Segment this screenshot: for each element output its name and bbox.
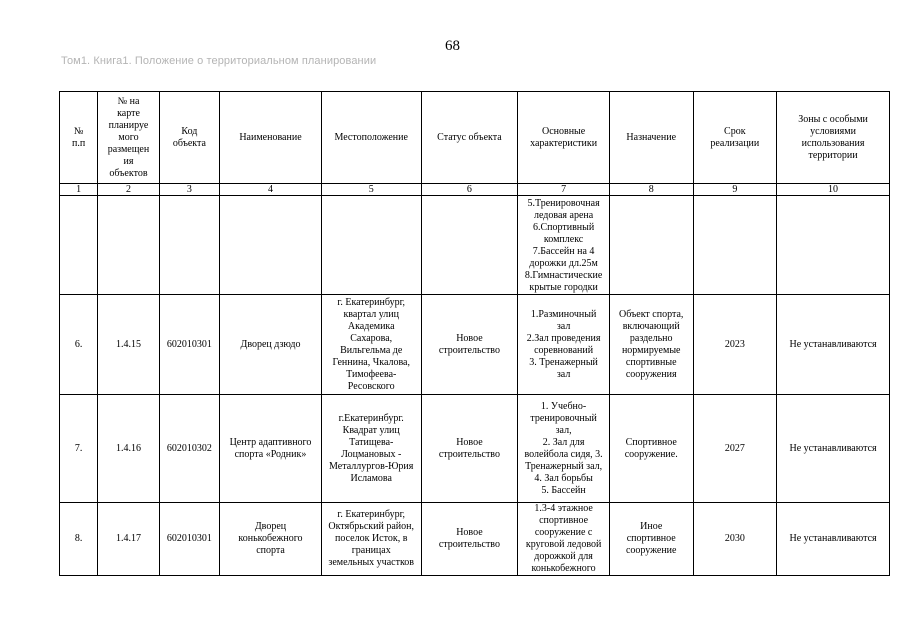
column-number: 8 xyxy=(609,184,693,196)
cell-characteristics: 1.Разминочный зал 2.Зал проведения соревнований 3. Тренажерный зал xyxy=(518,295,610,395)
cell-characteristics: 5.Тренировочная ледовая арена 6.Спортивный комплекс 7.Бассейн на 4 дорожки дл.25м 8.Гимнастические крытые городки xyxy=(518,196,610,295)
empty-cell xyxy=(321,196,421,295)
cell-number: 6. xyxy=(60,295,98,395)
cell-characteristics: 1.3-4 этажное спортивное сооружение с круговой ледовой дорожкой для конькобежного xyxy=(518,503,610,576)
cell-name: Дворец конькобежного спорта xyxy=(220,503,322,576)
cell-map-number: 1.4.16 xyxy=(98,395,159,503)
empty-cell xyxy=(421,196,518,295)
column-number: 1 xyxy=(60,184,98,196)
empty-cell xyxy=(220,196,322,295)
column-number: 2 xyxy=(98,184,159,196)
column-number: 7 xyxy=(518,184,610,196)
header-cell-location: Местоположение xyxy=(321,92,421,184)
cell-map-number: 1.4.17 xyxy=(98,503,159,576)
header-cell-term: Срок реализации xyxy=(693,92,777,184)
table-row xyxy=(60,395,890,503)
table-row-continuation xyxy=(60,196,890,295)
column-number: 9 xyxy=(693,184,777,196)
column-number-row xyxy=(60,184,890,196)
cell-characteristics: 1. Учебно- тренировочный зал, 2. Зал для волейбола сидя, 3. Тренажерный зал, 4. Зал борьбы 5. Бассейн xyxy=(518,395,610,503)
table-header-row xyxy=(60,92,890,184)
cell-location: г. Екатеринбург, Октябрьский район, поселок Исток, в границах земельных участков xyxy=(321,503,421,576)
page-number: 68 xyxy=(445,38,460,54)
header-cell-characteristics: Основные характеристики xyxy=(518,92,610,184)
header-cell-map-number: № на карте планируе мого размещен ия объектов xyxy=(98,92,159,184)
column-number: 6 xyxy=(421,184,518,196)
cell-term: 2023 xyxy=(693,295,777,395)
cell-term: 2027 xyxy=(693,395,777,503)
header-cell-zones: Зоны с особыми условиями использования территории xyxy=(777,92,890,184)
header-cell-status: Статус объекта xyxy=(421,92,518,184)
cell-status: Новое строительство xyxy=(421,395,518,503)
cell-purpose: Спортивное сооружение. xyxy=(609,395,693,503)
cell-status: Новое строительство xyxy=(421,503,518,576)
planning-objects-table xyxy=(59,91,890,576)
cell-zones: Не устанавливаются xyxy=(777,503,890,576)
column-number: 5 xyxy=(321,184,421,196)
table-row xyxy=(60,295,890,395)
cell-location: г. Екатеринбург, квартал улиц Академика Сахарова, Вильгельма де Геннина, Чкалова, Тимофеева- Ресовского xyxy=(321,295,421,395)
cell-purpose: Иное спортивное сооружение xyxy=(609,503,693,576)
cell-number: 8. xyxy=(60,503,98,576)
empty-cell xyxy=(693,196,777,295)
column-number: 10 xyxy=(777,184,890,196)
cell-name: Дворец дзюдо xyxy=(220,295,322,395)
column-number: 3 xyxy=(159,184,219,196)
header-cell-purpose: Назначение xyxy=(609,92,693,184)
empty-cell xyxy=(60,196,98,295)
cell-location: г.Екатеринбург. Квадрат улиц Татищева- Лоцмановых - Металлургов-Юрия Исламова xyxy=(321,395,421,503)
empty-cell xyxy=(609,196,693,295)
empty-cell xyxy=(98,196,159,295)
cell-object-code: 602010302 xyxy=(159,395,219,503)
header-cell-name: Наименование xyxy=(220,92,322,184)
cell-term: 2030 xyxy=(693,503,777,576)
cell-object-code: 602010301 xyxy=(159,295,219,395)
cell-object-code: 602010301 xyxy=(159,503,219,576)
cell-zones: Не устанавливаются xyxy=(777,395,890,503)
running-header: Том1. Книга1. Положение о территориальном планировании xyxy=(61,55,377,67)
cell-purpose: Объект спорта, включающий раздельно нормируемые спортивные сооружения xyxy=(609,295,693,395)
cell-zones: Не устанавливаются xyxy=(777,295,890,395)
cell-status: Новое строительство xyxy=(421,295,518,395)
header-cell-object-code: Код объекта xyxy=(159,92,219,184)
empty-cell xyxy=(159,196,219,295)
empty-cell xyxy=(777,196,890,295)
column-number: 4 xyxy=(220,184,322,196)
cell-name: Центр адаптивного спорта «Родник» xyxy=(220,395,322,503)
cell-number: 7. xyxy=(60,395,98,503)
cell-map-number: 1.4.15 xyxy=(98,295,159,395)
header-cell-number: № п.п xyxy=(60,92,98,184)
table-row xyxy=(60,503,890,576)
